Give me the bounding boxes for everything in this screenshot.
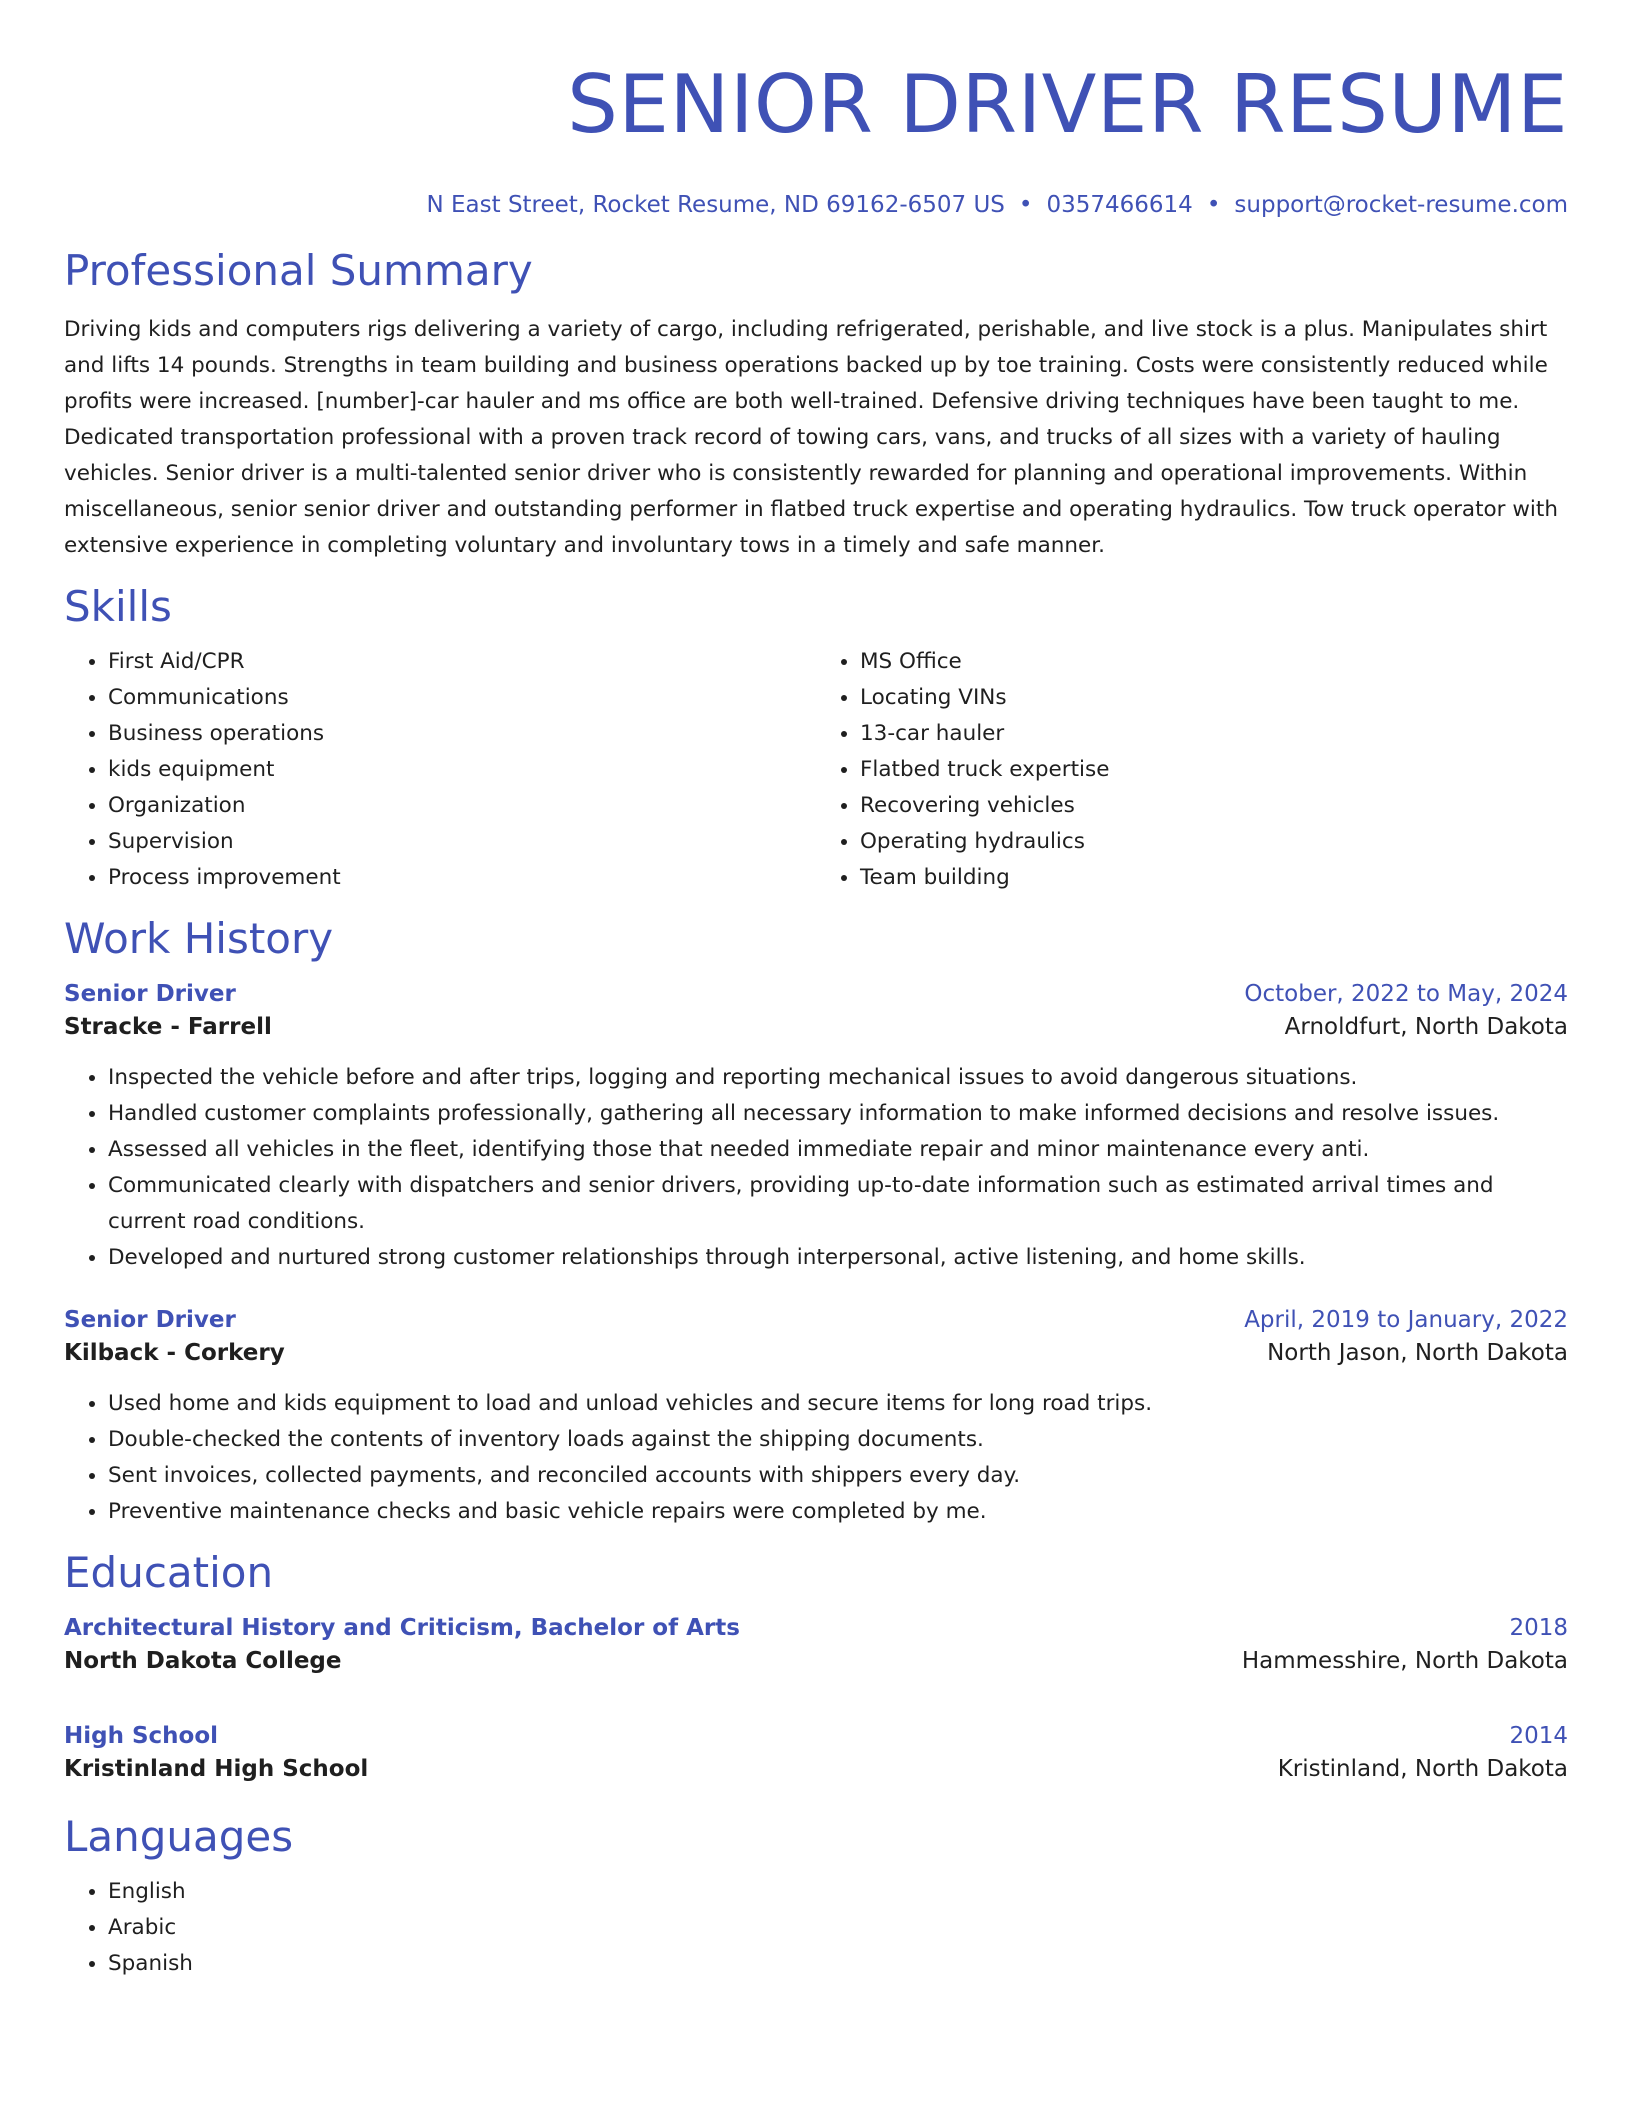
job-role: Senior Driver: [64, 981, 236, 1007]
work-heading: Work History: [64, 914, 334, 963]
education-degree: High School: [64, 1723, 219, 1749]
job-bullet: • Developed and nurtured strong customer relationships through interpersonal, active listening, and home skills.: [108, 1240, 1568, 1276]
skill-item: • Flatbed truck expertise: [860, 752, 1568, 788]
contact-line: [64, 190, 1568, 220]
skills-grid: [64, 644, 1568, 896]
job-location: Arnoldfurt, North Dakota: [1284, 1014, 1568, 1040]
skill-item: • Supervision: [108, 824, 816, 860]
job-entry: [64, 978, 1568, 1276]
skill-item: • Organization: [108, 788, 816, 824]
skill-item: • kids equipment: [108, 752, 816, 788]
job-bullet: • Assessed all vehicles in the fleet, identifying those that needed immediate repair and minor maintenance every anti.: [108, 1132, 1568, 1168]
education-year: 2014: [1509, 1723, 1568, 1749]
language-item: • Spanish: [108, 1946, 1568, 1982]
contact-address: N East Street, Rocket Resume, ND 69162-6507 US: [426, 192, 1005, 218]
language-item: • Arabic: [108, 1910, 1568, 1946]
skills-heading: Skills: [64, 582, 172, 631]
education-entry: [64, 1612, 1568, 1678]
job-title-row: [64, 978, 1568, 1010]
job-dates: October, 2022 to May, 2024: [1244, 981, 1568, 1007]
job-bullet: • Used home and kids equipment to load and unload vehicles and secure items for long road trips.: [108, 1386, 1568, 1422]
languages-heading: Languages: [64, 1812, 294, 1861]
education-year: 2018: [1509, 1615, 1568, 1641]
skill-item: • First Aid/CPR: [108, 644, 816, 680]
job-entry: [64, 1304, 1568, 1530]
job-bullets: [64, 1386, 1568, 1530]
summary-heading: Professional Summary: [64, 246, 533, 295]
contact-phone: 0357466614: [1046, 192, 1193, 218]
skills-list-left: [64, 644, 816, 896]
contact-separator: •: [1018, 192, 1033, 218]
job-role: Senior Driver: [64, 1307, 236, 1333]
resume-title: SENIOR DRIVER RESUME: [567, 58, 1568, 151]
job-bullet: • Handled customer complaints professionally, gathering all necessary information to make informed decisions and resolve issues.: [108, 1096, 1568, 1132]
skill-item: • 13-car hauler: [860, 716, 1568, 752]
job-bullet: • Preventive maintenance checks and basic vehicle repairs were completed by me.: [108, 1494, 1568, 1530]
education-degree: Architectural History and Criticism, Bachelor of Arts: [64, 1615, 740, 1641]
skill-item: • Business operations: [108, 716, 816, 752]
skill-item: • Operating hydraulics: [860, 824, 1568, 860]
education-entry: [64, 1720, 1568, 1786]
education-school-row: [64, 1644, 1568, 1678]
job-bullet: • Sent invoices, collected payments, and reconciled accounts with shippers every day.: [108, 1458, 1568, 1494]
education-heading: Education: [64, 1548, 274, 1597]
job-bullet: • Double-checked the contents of inventory loads against the shipping documents.: [108, 1422, 1568, 1458]
job-bullet: • Communicated clearly with dispatchers and senior drivers, providing up-to-date information such as estimated arrival times and current road conditions.: [108, 1168, 1568, 1240]
languages-list: [64, 1874, 1568, 1982]
education-location: Hammesshire, North Dakota: [1241, 1648, 1568, 1674]
job-company-row: [64, 1010, 1568, 1044]
language-item: • English: [108, 1874, 1568, 1910]
job-title-row: [64, 1304, 1568, 1336]
skill-item: • Team building: [860, 860, 1568, 896]
skill-item: • Process improvement: [108, 860, 816, 896]
education-location: Kristinland, North Dakota: [1277, 1756, 1568, 1782]
job-company: Kilback - Corkery: [64, 1340, 285, 1366]
job-company-row: [64, 1336, 1568, 1370]
contact-separator: •: [1206, 192, 1221, 218]
skills-list-right: [816, 644, 1568, 896]
education-degree-row: [64, 1720, 1568, 1752]
skill-item: • Locating VINs: [860, 680, 1568, 716]
skill-item: • Recovering vehicles: [860, 788, 1568, 824]
education-school: Kristinland High School: [64, 1756, 369, 1782]
education-school-row: [64, 1752, 1568, 1786]
summary-text: Driving kids and computers rigs delivering a variety of cargo, including refrigerated, perishable, and live stock is a plus. Manipulates shirt and lifts 14 pounds. Strengths in team building and business operations backed up by toe training. Costs were consistently reduced while profits were increased. [number]-car hauler and ms office are both well-trained. Defensive driving techniques have been taught to me. Dedicated transportation professional with a proven track record of towing cars, vans, and trucks of all sizes with a variety of hauling vehicles. Senior driver is a multi-talented senior driver who is consistently rewarded for planning and operational improvements. Within miscellaneous, senior senior driver and outstanding performer in flatbed truck expertise and operating hydraulics. Tow truck operator with extensive experience in completing voluntary and involuntary tows in a timely and safe manner.: [64, 317, 1558, 558]
job-dates: April, 2019 to January, 2022: [1244, 1307, 1568, 1333]
contact-email: support@rocket-resume.com: [1234, 192, 1568, 218]
skill-item: • MS Office: [860, 644, 1568, 680]
job-bullets: [64, 1060, 1568, 1276]
job-bullet: • Inspected the vehicle before and after trips, logging and reporting mechanical issues to avoid dangerous situations.: [108, 1060, 1568, 1096]
education-school: North Dakota College: [64, 1648, 342, 1674]
education-degree-row: [64, 1612, 1568, 1644]
skill-item: • Communications: [108, 680, 816, 716]
job-location: North Jason, North Dakota: [1267, 1340, 1568, 1366]
job-company: Stracke - Farrell: [64, 1014, 272, 1040]
